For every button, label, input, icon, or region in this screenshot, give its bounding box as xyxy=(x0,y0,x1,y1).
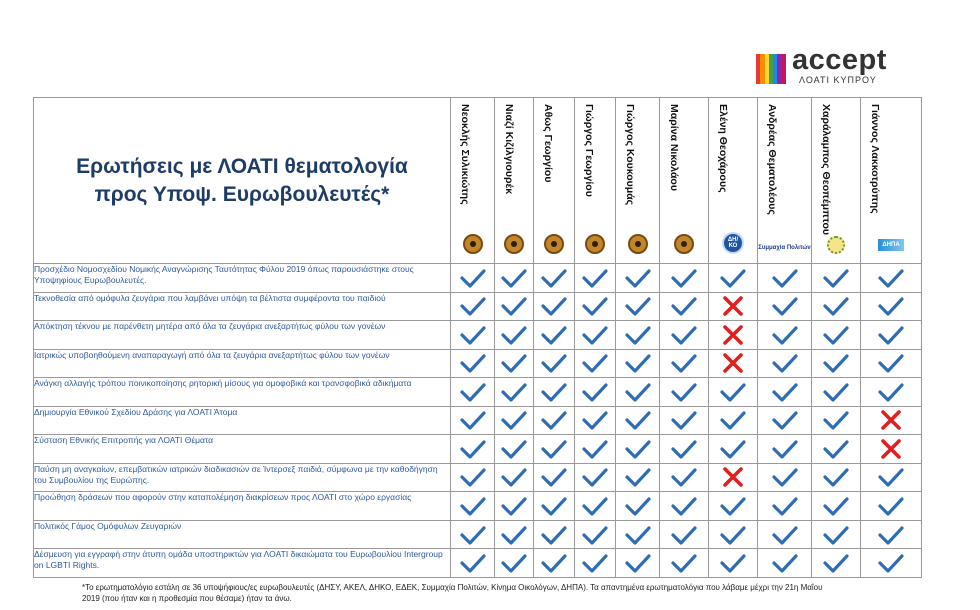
candidate-header xyxy=(758,98,812,264)
cross-icon xyxy=(720,352,746,374)
answer-cell xyxy=(861,378,922,407)
candidate-header xyxy=(812,98,861,264)
checkmark-icon xyxy=(460,552,486,574)
answer-cell xyxy=(709,406,758,435)
akel-icon xyxy=(674,234,694,254)
candidate-name: Μαρίνα Νικολάου xyxy=(668,104,680,191)
answer-cell xyxy=(709,321,758,350)
answer-cell xyxy=(575,435,616,464)
answer-cell xyxy=(812,292,861,321)
candidate-header xyxy=(575,98,616,264)
checkmark-icon xyxy=(772,267,798,289)
checkmark-icon xyxy=(823,267,849,289)
answer-cell xyxy=(709,463,758,492)
akel-icon xyxy=(463,234,483,254)
footnote-line-2: 2019 (που ήταν και η προθεσμία που θέσαμε) ήταν τα άνω. xyxy=(82,594,292,603)
checkmark-icon xyxy=(541,409,567,431)
checkmark-icon xyxy=(501,324,527,346)
answer-cell xyxy=(451,292,495,321)
answer-cell xyxy=(575,492,616,521)
checkmark-icon xyxy=(541,495,567,517)
table-title-line-1: Ερωτήσεις με ΛΟΑΤΙ θεματολογία xyxy=(76,154,408,178)
table-row xyxy=(34,549,922,578)
answer-cell xyxy=(709,378,758,407)
checkmark-icon xyxy=(878,324,904,346)
answer-cell xyxy=(709,264,758,293)
question-text: Ιατρικώς υποβοηθούμενη αναπαραγωγή από όλα τα ζευγάρια ανεξαρτήτως φύλου των γονέων xyxy=(34,349,451,378)
checkmark-icon xyxy=(541,267,567,289)
cross-icon xyxy=(720,324,746,346)
checkmark-icon xyxy=(772,552,798,574)
answer-cell xyxy=(812,520,861,549)
answer-cell xyxy=(660,492,709,521)
checkmark-icon xyxy=(823,409,849,431)
accept-logo xyxy=(756,44,906,90)
checkmark-icon xyxy=(541,552,567,574)
checkmark-icon xyxy=(501,295,527,317)
table-title xyxy=(34,153,450,209)
candidate-header xyxy=(534,98,575,264)
checkmark-icon xyxy=(823,295,849,317)
checkmark-icon xyxy=(671,381,697,403)
checkmark-icon xyxy=(625,381,651,403)
checkmark-icon xyxy=(823,524,849,546)
checkmark-icon xyxy=(460,438,486,460)
answer-cell xyxy=(812,321,861,350)
checkmark-icon xyxy=(582,267,608,289)
answer-cell xyxy=(812,378,861,407)
checkmark-icon xyxy=(582,409,608,431)
answer-cell xyxy=(758,520,812,549)
candidate-name: Ελένη Θεοχάρους xyxy=(717,104,729,193)
candidate-name: Γιώργος Γεωργίου xyxy=(583,104,595,197)
checkmark-icon xyxy=(878,295,904,317)
answer-cell xyxy=(575,406,616,435)
footnote xyxy=(82,582,912,604)
answer-cell xyxy=(812,264,861,293)
answer-cell xyxy=(709,492,758,521)
answer-cell xyxy=(758,435,812,464)
answer-cell xyxy=(495,435,534,464)
question-text: Παύση μη αναγκαίων, επεμβατικών ιατρικών διαδικασιών σε Ίντερσεξ παιδιά, σύμφωνα με την καθοδήγηση του Συμβουλίου της Ευρώπης. xyxy=(34,463,451,492)
table-row xyxy=(34,463,922,492)
rainbow-bars-icon xyxy=(756,54,786,84)
checkmark-icon xyxy=(460,381,486,403)
answer-cell xyxy=(534,520,575,549)
checkmark-icon xyxy=(501,409,527,431)
diko-logo: ΔΗ/ΚΟ xyxy=(722,232,744,254)
answer-cell xyxy=(616,378,660,407)
checkmark-icon xyxy=(625,495,651,517)
checkmark-icon xyxy=(582,466,608,488)
answer-cell xyxy=(861,520,922,549)
table-row xyxy=(34,349,922,378)
answer-cell xyxy=(861,463,922,492)
answer-cell xyxy=(660,349,709,378)
answer-cell xyxy=(758,264,812,293)
checkmark-icon xyxy=(720,495,746,517)
answer-cell xyxy=(709,435,758,464)
checkmark-icon xyxy=(671,267,697,289)
answer-cell xyxy=(861,549,922,578)
checkmark-icon xyxy=(671,495,697,517)
answer-cell xyxy=(451,549,495,578)
candidate-name: Γιώργος Κουκουμάς xyxy=(624,104,636,206)
table-row xyxy=(34,435,922,464)
answer-cell xyxy=(451,492,495,521)
answer-cell xyxy=(758,406,812,435)
checkmark-icon xyxy=(671,524,697,546)
answer-cell xyxy=(534,349,575,378)
checkmark-icon xyxy=(460,352,486,374)
answer-cell xyxy=(534,264,575,293)
cross-icon xyxy=(878,409,904,431)
checkmark-icon xyxy=(772,324,798,346)
answer-cell xyxy=(861,349,922,378)
checkmark-icon xyxy=(460,295,486,317)
checkmark-icon xyxy=(772,295,798,317)
checkmark-icon xyxy=(582,495,608,517)
checkmark-icon xyxy=(460,324,486,346)
answer-cell xyxy=(660,264,709,293)
checkmark-icon xyxy=(501,267,527,289)
question-text: Σύσταση Εθνικής Επιτροπής για ΛΟΑΤΙ Θέματα xyxy=(34,435,451,464)
answer-cell xyxy=(812,435,861,464)
akel-icon xyxy=(504,234,524,254)
table-row xyxy=(34,492,922,521)
checkmark-icon xyxy=(823,466,849,488)
checkmark-icon xyxy=(460,495,486,517)
answer-cell xyxy=(861,435,922,464)
answer-cell xyxy=(616,321,660,350)
candidate-name: Χαράλαμπος Θεοπέμπτου xyxy=(820,104,832,235)
checkmark-icon xyxy=(541,295,567,317)
checkmark-icon xyxy=(625,552,651,574)
answer-cell xyxy=(709,520,758,549)
answer-cell xyxy=(660,463,709,492)
answer-cell xyxy=(861,264,922,293)
table-row xyxy=(34,378,922,407)
answer-cell xyxy=(709,292,758,321)
question-text: Απόκτηση τέκνου με παρένθετη μητέρα από όλα τα ζευγάρια ανεξαρτήτως φύλου των γονέων xyxy=(34,321,451,350)
answer-cell xyxy=(616,435,660,464)
answer-cell xyxy=(451,520,495,549)
logo-color-bar xyxy=(782,54,786,84)
checkmark-icon xyxy=(671,295,697,317)
ecologists-logo xyxy=(827,236,845,254)
answer-cell xyxy=(575,264,616,293)
candidate-name: Νεοκλής Συλικιώτης xyxy=(459,104,471,205)
checkmark-icon xyxy=(772,409,798,431)
answer-cell xyxy=(616,349,660,378)
checkmark-icon xyxy=(541,524,567,546)
checkmark-icon xyxy=(582,552,608,574)
question-text: Τεκνοθεσία από ομόφυλα ζευγάρια που λαμβάνει υπόψη τα βέλτιστα συμφέροντα του παιδιού xyxy=(34,292,451,321)
answer-cell xyxy=(709,549,758,578)
answer-cell xyxy=(616,292,660,321)
candidate-header xyxy=(660,98,709,264)
checkmark-icon xyxy=(582,295,608,317)
answer-cell xyxy=(451,463,495,492)
checkmark-icon xyxy=(772,352,798,374)
answer-cell xyxy=(495,549,534,578)
table-row xyxy=(34,520,922,549)
answer-cell xyxy=(758,463,812,492)
checkmark-icon xyxy=(823,352,849,374)
answer-cell xyxy=(616,406,660,435)
checkmark-icon xyxy=(878,466,904,488)
table-row xyxy=(34,321,922,350)
candidate-name: Γιάννος Λακκοτρύπης xyxy=(869,104,881,214)
candidate-header xyxy=(616,98,660,264)
checkmark-icon xyxy=(582,524,608,546)
checkmark-icon xyxy=(501,438,527,460)
answer-cell xyxy=(534,549,575,578)
cross-icon xyxy=(720,295,746,317)
checkmark-icon xyxy=(625,409,651,431)
cross-icon xyxy=(720,466,746,488)
checkmark-icon xyxy=(720,438,746,460)
checkmark-icon xyxy=(720,524,746,546)
header-row xyxy=(34,98,922,264)
checkmark-icon xyxy=(460,409,486,431)
answer-cell xyxy=(758,378,812,407)
answer-cell xyxy=(758,549,812,578)
questionnaire-table xyxy=(33,97,922,578)
answer-cell xyxy=(534,321,575,350)
answer-cell xyxy=(534,378,575,407)
checkmark-icon xyxy=(582,352,608,374)
question-text: Προώθηση δράσεων που αφορούν στην καταπολέμηση διακρίσεων προς ΛΟΑΤΙ στο χώρο εργασίας xyxy=(34,492,451,521)
answer-cell xyxy=(575,378,616,407)
checkmark-icon xyxy=(772,466,798,488)
answer-cell xyxy=(451,406,495,435)
answer-cell xyxy=(812,463,861,492)
answer-cell xyxy=(812,349,861,378)
checkmark-icon xyxy=(671,324,697,346)
checkmark-icon xyxy=(541,352,567,374)
checkmark-icon xyxy=(772,495,798,517)
table-row xyxy=(34,292,922,321)
checkmark-icon xyxy=(878,552,904,574)
akel-icon xyxy=(544,234,564,254)
logo-wordmark: accept xyxy=(792,44,887,76)
answer-cell xyxy=(495,492,534,521)
answer-cell xyxy=(861,406,922,435)
candidate-name: Νιαζί Κιζίλγιουρέκ xyxy=(503,104,515,195)
checkmark-icon xyxy=(878,524,904,546)
answer-cell xyxy=(451,264,495,293)
checkmark-icon xyxy=(671,552,697,574)
candidate-header xyxy=(451,98,495,264)
answer-cell xyxy=(616,492,660,521)
checkmark-icon xyxy=(541,381,567,403)
answer-cell xyxy=(451,349,495,378)
answer-cell xyxy=(495,520,534,549)
checkmark-icon xyxy=(878,267,904,289)
answer-cell xyxy=(660,435,709,464)
checkmark-icon xyxy=(720,409,746,431)
table-title-cell xyxy=(34,98,451,264)
answer-cell xyxy=(495,406,534,435)
answer-cell xyxy=(451,378,495,407)
cross-icon xyxy=(878,438,904,460)
checkmark-icon xyxy=(823,495,849,517)
answer-cell xyxy=(575,520,616,549)
checkmark-icon xyxy=(501,552,527,574)
answer-cell xyxy=(660,520,709,549)
answer-cell xyxy=(495,321,534,350)
checkmark-icon xyxy=(772,381,798,403)
checkmark-icon xyxy=(501,352,527,374)
checkmark-icon xyxy=(501,381,527,403)
answer-cell xyxy=(758,292,812,321)
checkmark-icon xyxy=(501,495,527,517)
checkmark-icon xyxy=(625,524,651,546)
table-row xyxy=(34,406,922,435)
checkmark-icon xyxy=(823,381,849,403)
answer-cell xyxy=(451,321,495,350)
checkmark-icon xyxy=(671,466,697,488)
checkmark-icon xyxy=(671,352,697,374)
question-text: Πολιτικός Γάμος Ομόφυλων Ζευγαριών xyxy=(34,520,451,549)
answer-cell xyxy=(534,492,575,521)
answer-cell xyxy=(495,463,534,492)
checkmark-icon xyxy=(878,352,904,374)
checkmark-icon xyxy=(582,324,608,346)
answer-cell xyxy=(861,492,922,521)
answer-cell xyxy=(758,321,812,350)
dipa-logo: ΔΗΠΑ xyxy=(878,239,904,251)
answer-cell xyxy=(812,492,861,521)
checkmark-icon xyxy=(772,438,798,460)
checkmark-icon xyxy=(625,295,651,317)
checkmark-icon xyxy=(541,324,567,346)
table-title-line-2: προς Υποψ. Ευρωβουλευτές* xyxy=(94,182,390,206)
checkmark-icon xyxy=(582,381,608,403)
answer-cell xyxy=(575,463,616,492)
checkmark-icon xyxy=(878,495,904,517)
answer-cell xyxy=(861,321,922,350)
answer-cell xyxy=(616,549,660,578)
checkmark-icon xyxy=(671,409,697,431)
checkmark-icon xyxy=(823,324,849,346)
answer-cell xyxy=(660,406,709,435)
question-text: Ανάγκη αλλαγής τρόπου ποινικοποίησης ρητορική μίσους για ομοφοβικά και τρανσφοβικά αδικήματα xyxy=(34,378,451,407)
answer-cell xyxy=(758,349,812,378)
checkmark-icon xyxy=(501,524,527,546)
candidate-header xyxy=(495,98,534,264)
answer-cell xyxy=(861,292,922,321)
answer-cell xyxy=(616,520,660,549)
table-body xyxy=(34,264,922,578)
answer-cell xyxy=(495,292,534,321)
candidate-header xyxy=(861,98,922,264)
answer-cell xyxy=(575,321,616,350)
answer-cell xyxy=(575,349,616,378)
answer-cell xyxy=(660,321,709,350)
checkmark-icon xyxy=(541,466,567,488)
answer-cell xyxy=(660,292,709,321)
footnote-line-1: *Το ερωτηματολόγιο εστάλη σε 36 υποψήφιους/ες ευρωβουλευτές (ΔΗΣΥ, ΑΚΕΛ, ΔΗΚΟ, ΕΔΕΚ, Συμμαχία Πολιτών, Κίνημα Οικολόγων, ΔΗΠΑ). Τα απαντημένα ερωτηματολόγια που λάβαμε μέχρι την 21η Μαΐου xyxy=(82,583,823,592)
checkmark-icon xyxy=(625,466,651,488)
akel-icon xyxy=(628,234,648,254)
answer-cell xyxy=(709,349,758,378)
answer-cell xyxy=(616,463,660,492)
checkmark-icon xyxy=(878,381,904,403)
answer-cell xyxy=(451,435,495,464)
checkmark-icon xyxy=(823,552,849,574)
answer-cell xyxy=(616,264,660,293)
answer-cell xyxy=(660,549,709,578)
answer-cell xyxy=(495,349,534,378)
answer-cell xyxy=(534,406,575,435)
checkmark-icon xyxy=(541,438,567,460)
checkmark-icon xyxy=(720,552,746,574)
answer-cell xyxy=(495,378,534,407)
checkmark-icon xyxy=(772,524,798,546)
logo-subtitle: ΛΟΑΤΙ ΚΥΠΡΟΥ xyxy=(799,75,877,85)
checkmark-icon xyxy=(582,438,608,460)
question-text: Δημιουργία Εθνικού Σχεδίου Δράσης για ΛΟΑΤΙ Άτομα xyxy=(34,406,451,435)
checkmark-icon xyxy=(501,466,527,488)
answer-cell xyxy=(534,435,575,464)
candidate-name: Ανδρέας Θεματολέους xyxy=(766,104,778,215)
checkmark-icon xyxy=(460,524,486,546)
checkmark-icon xyxy=(720,381,746,403)
answer-cell xyxy=(575,549,616,578)
answer-cell xyxy=(495,264,534,293)
checkmark-icon xyxy=(625,438,651,460)
checkmark-icon xyxy=(460,466,486,488)
answer-cell xyxy=(812,406,861,435)
table-row xyxy=(34,264,922,293)
checkmark-icon xyxy=(460,267,486,289)
question-text: Προσχέδιο Νομοσχεδίου Νομικής Αναγνώρισης Ταυτότητας Φύλου 2019 όπως παρουσιάστηκε στους Υποψηφίους Ευρωβουλευτές. xyxy=(34,264,451,293)
checkmark-icon xyxy=(625,267,651,289)
answer-cell xyxy=(812,549,861,578)
answer-cell xyxy=(575,292,616,321)
checkmark-icon xyxy=(823,438,849,460)
candidate-header xyxy=(709,98,758,264)
answer-cell xyxy=(758,492,812,521)
question-text: Δέσμευση για εγγραφή στην άτυπη ομάδα υποστηρικτών για ΛΟΑΤΙ δικαιώματα του Ευρωβουλίου Intergroup on LGBTI Rights. xyxy=(34,549,451,578)
answer-cell xyxy=(660,378,709,407)
checkmark-icon xyxy=(671,438,697,460)
akel-icon xyxy=(585,234,605,254)
candidate-name: Αθως Γεωργίου xyxy=(542,104,554,183)
checkmark-icon xyxy=(625,352,651,374)
checkmark-icon xyxy=(625,324,651,346)
checkmark-icon xyxy=(720,267,746,289)
answer-cell xyxy=(534,463,575,492)
answer-cell xyxy=(534,292,575,321)
symmaxia-logo: Συμμαχία Πολιτών xyxy=(758,245,811,251)
